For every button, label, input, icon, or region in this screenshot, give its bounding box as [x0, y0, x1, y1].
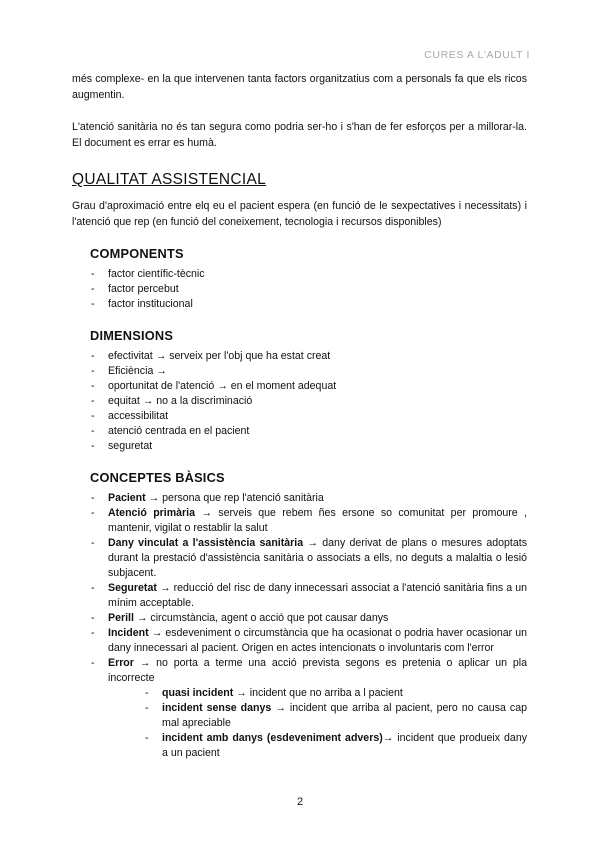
page-content — [72, 71, 527, 761]
concept-term: incident sense danys — [162, 702, 272, 714]
concept-text: → dany derivat de plans o mesures adoptats durant la prestació d'assistència sanitària o associats a ells, no deguts a malaltia o lesió subjacent. — [108, 537, 527, 579]
concept-item — [90, 536, 527, 581]
concept-item — [90, 506, 527, 536]
concept-subitem — [144, 686, 527, 701]
list-item: - accessibilitat — [90, 409, 527, 424]
concept-item — [90, 611, 527, 626]
concept-text: → no porta a terme una acció prevista segons es pretenia o aplicar un pla incorrecte — [108, 657, 527, 684]
list-item: - factor científic-tècnic — [90, 267, 527, 282]
concept-text: → incident que no arriba a l pacient — [233, 687, 403, 699]
concept-item — [90, 581, 527, 611]
list-item: - atenció centrada en el pacient — [90, 424, 527, 439]
running-header: CURES A L'ADULT I — [424, 49, 530, 61]
list-item: - factor percebut — [90, 282, 527, 297]
concept-text: → serveis que rebem ñes ersone so comunitat per promoure , mantenir, vigilat o restablir la salut — [108, 507, 527, 534]
concept-item — [90, 656, 527, 761]
concept-text: → circumstància, agent o acció que pot causar danys — [133, 612, 389, 624]
list-item: - Eficiència → — [90, 364, 527, 379]
concept-term: Pacient — [108, 492, 146, 504]
concept-text: → esdeveniment o circumstància que ha ocasionat o podria haver ocasionar un dany innecessari al pacient. Origen en actes intencionats o involuntaris com l'error — [108, 627, 527, 654]
list-item: - seguretat — [90, 439, 527, 454]
section-title: QUALITAT ASSISTENCIAL — [72, 171, 267, 188]
page-number: 2 — [296, 796, 304, 808]
concept-term: Incident — [108, 627, 149, 639]
concept-item — [90, 626, 527, 656]
error-sublist — [108, 686, 527, 761]
concept-text: → incident que produeix dany a un pacient — [162, 732, 528, 759]
concept-text: → reducció del risc de dany innecessari associat a l'atenció sanitària fins a un mínim acceptable. — [108, 582, 527, 609]
concept-term: Seguretat — [108, 582, 157, 594]
concept-term: Dany vinculat a l'assistència sanitària — [108, 537, 304, 549]
concept-term: Perill — [108, 612, 134, 624]
dimensions-list — [72, 349, 527, 454]
list-item: - efectivitat → serveix per l'obj que ha estat creat — [90, 349, 527, 364]
concept-term: Atenció primària — [108, 507, 196, 519]
list-item: - equitat → no a la discriminació — [90, 394, 527, 409]
concept-subitem — [144, 701, 527, 731]
intro-paragraph-1: més complexe- en la que intervenen tanta factors organitzatius com a personals fa que els ricos augmentin. — [72, 73, 527, 101]
concept-text: → persona que rep l'atenció sanitària — [145, 492, 324, 504]
list-item: - oportunitat de l'atenció → en el moment adequat — [90, 379, 527, 394]
components-list — [72, 267, 527, 312]
concept-term: incident amb danys (esdeveniment advers) — [162, 732, 383, 744]
concepts-list — [72, 491, 527, 761]
concept-term: Error — [108, 657, 134, 669]
dimensions-heading: DIMENSIONS — [90, 328, 174, 343]
components-heading: COMPONENTS — [90, 246, 184, 261]
concept-item — [90, 491, 527, 506]
concept-subitem — [144, 731, 527, 761]
section-definition: Grau d'aproximació entre elq eu el pacient espera (en funció de le sexpectatives i necessitats) i l'atenció que rep (en funció del coneixement, tecnologia i recursos disponibles) — [72, 200, 527, 228]
concepts-heading: CONCEPTES BÀSICS — [90, 470, 225, 485]
concept-text: → incident que arriba al pacient, pero no causa cap mal apreciable — [162, 702, 527, 729]
list-item: - factor institucional — [90, 297, 527, 312]
concept-term: quasi incident — [162, 687, 234, 699]
intro-paragraph-2: L'atenció sanitària no és tan segura como podria ser-ho i s'han de fer esforços per a millorar-la. El document es errar es humà. — [72, 121, 527, 149]
